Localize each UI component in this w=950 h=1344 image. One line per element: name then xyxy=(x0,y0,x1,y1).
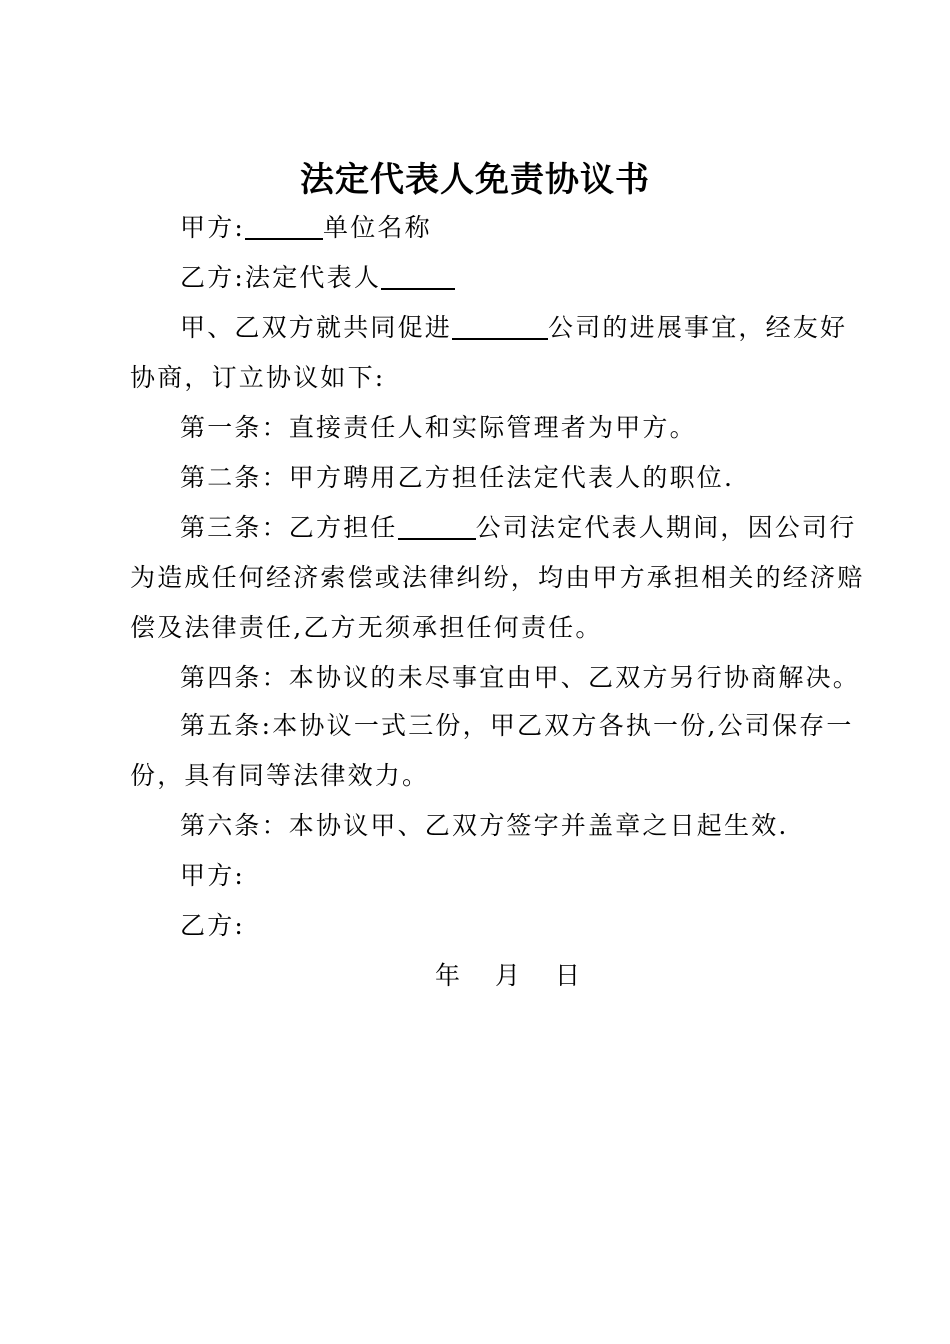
article-6: 第六条：本协议甲、乙双方签字并盖章之日起生效. xyxy=(180,811,789,840)
party-b-label: 乙方:法定代表人 xyxy=(180,263,382,292)
article-3-line-1 xyxy=(180,510,856,546)
party-a-blank xyxy=(245,210,323,240)
article-1: 第一条：直接责任人和实际管理者为甲方。 xyxy=(180,413,697,442)
company-blank-2 xyxy=(398,510,476,540)
intro-text-after: 公司的进展事宜，经友好 xyxy=(548,313,848,342)
date-month: 月 xyxy=(495,961,522,990)
article-3-before: 第三条：乙方担任 xyxy=(180,513,398,542)
party-a-line xyxy=(180,210,432,246)
signature-party-b: 乙方: xyxy=(180,911,246,940)
intro-line-2: 协商，订立协议如下: xyxy=(130,363,386,392)
article-3-after: 公司法定代表人期间，因公司行 xyxy=(475,513,857,542)
party-b-blank xyxy=(381,260,455,290)
article-3-line-3: 偿及法律责任,乙方无须承担任何责任。 xyxy=(130,613,603,642)
document-title: 法定代表人免责协议书 xyxy=(300,160,650,200)
intro-text-before: 甲、乙双方就共同促进 xyxy=(180,313,453,342)
article-4: 第四条：本协议的未尽事宜由甲、乙双方另行协商解决。 xyxy=(180,663,861,692)
article-5-line-2: 份，具有同等法律效力。 xyxy=(130,761,430,790)
party-a-unit-name: 单位名称 xyxy=(323,213,432,242)
party-a-label: 甲方: xyxy=(180,213,246,242)
party-b-line xyxy=(180,260,455,296)
date-day: 日 xyxy=(555,961,582,990)
article-2: 第二条：甲方聘用乙方担任法定代表人的职位. xyxy=(180,463,735,492)
signing-date xyxy=(435,958,581,994)
intro-line-1 xyxy=(180,310,847,346)
date-year: 年 xyxy=(435,961,462,990)
company-blank-1 xyxy=(452,310,548,340)
article-5-line-1: 第五条:本协议一式三份，甲乙双方各执一份,公司保存一 xyxy=(180,711,854,740)
signature-party-a: 甲方: xyxy=(180,861,246,890)
article-3-line-2: 为造成任何经济索偿或法律纠纷，均由甲方承担相关的经济赔 xyxy=(130,563,865,592)
